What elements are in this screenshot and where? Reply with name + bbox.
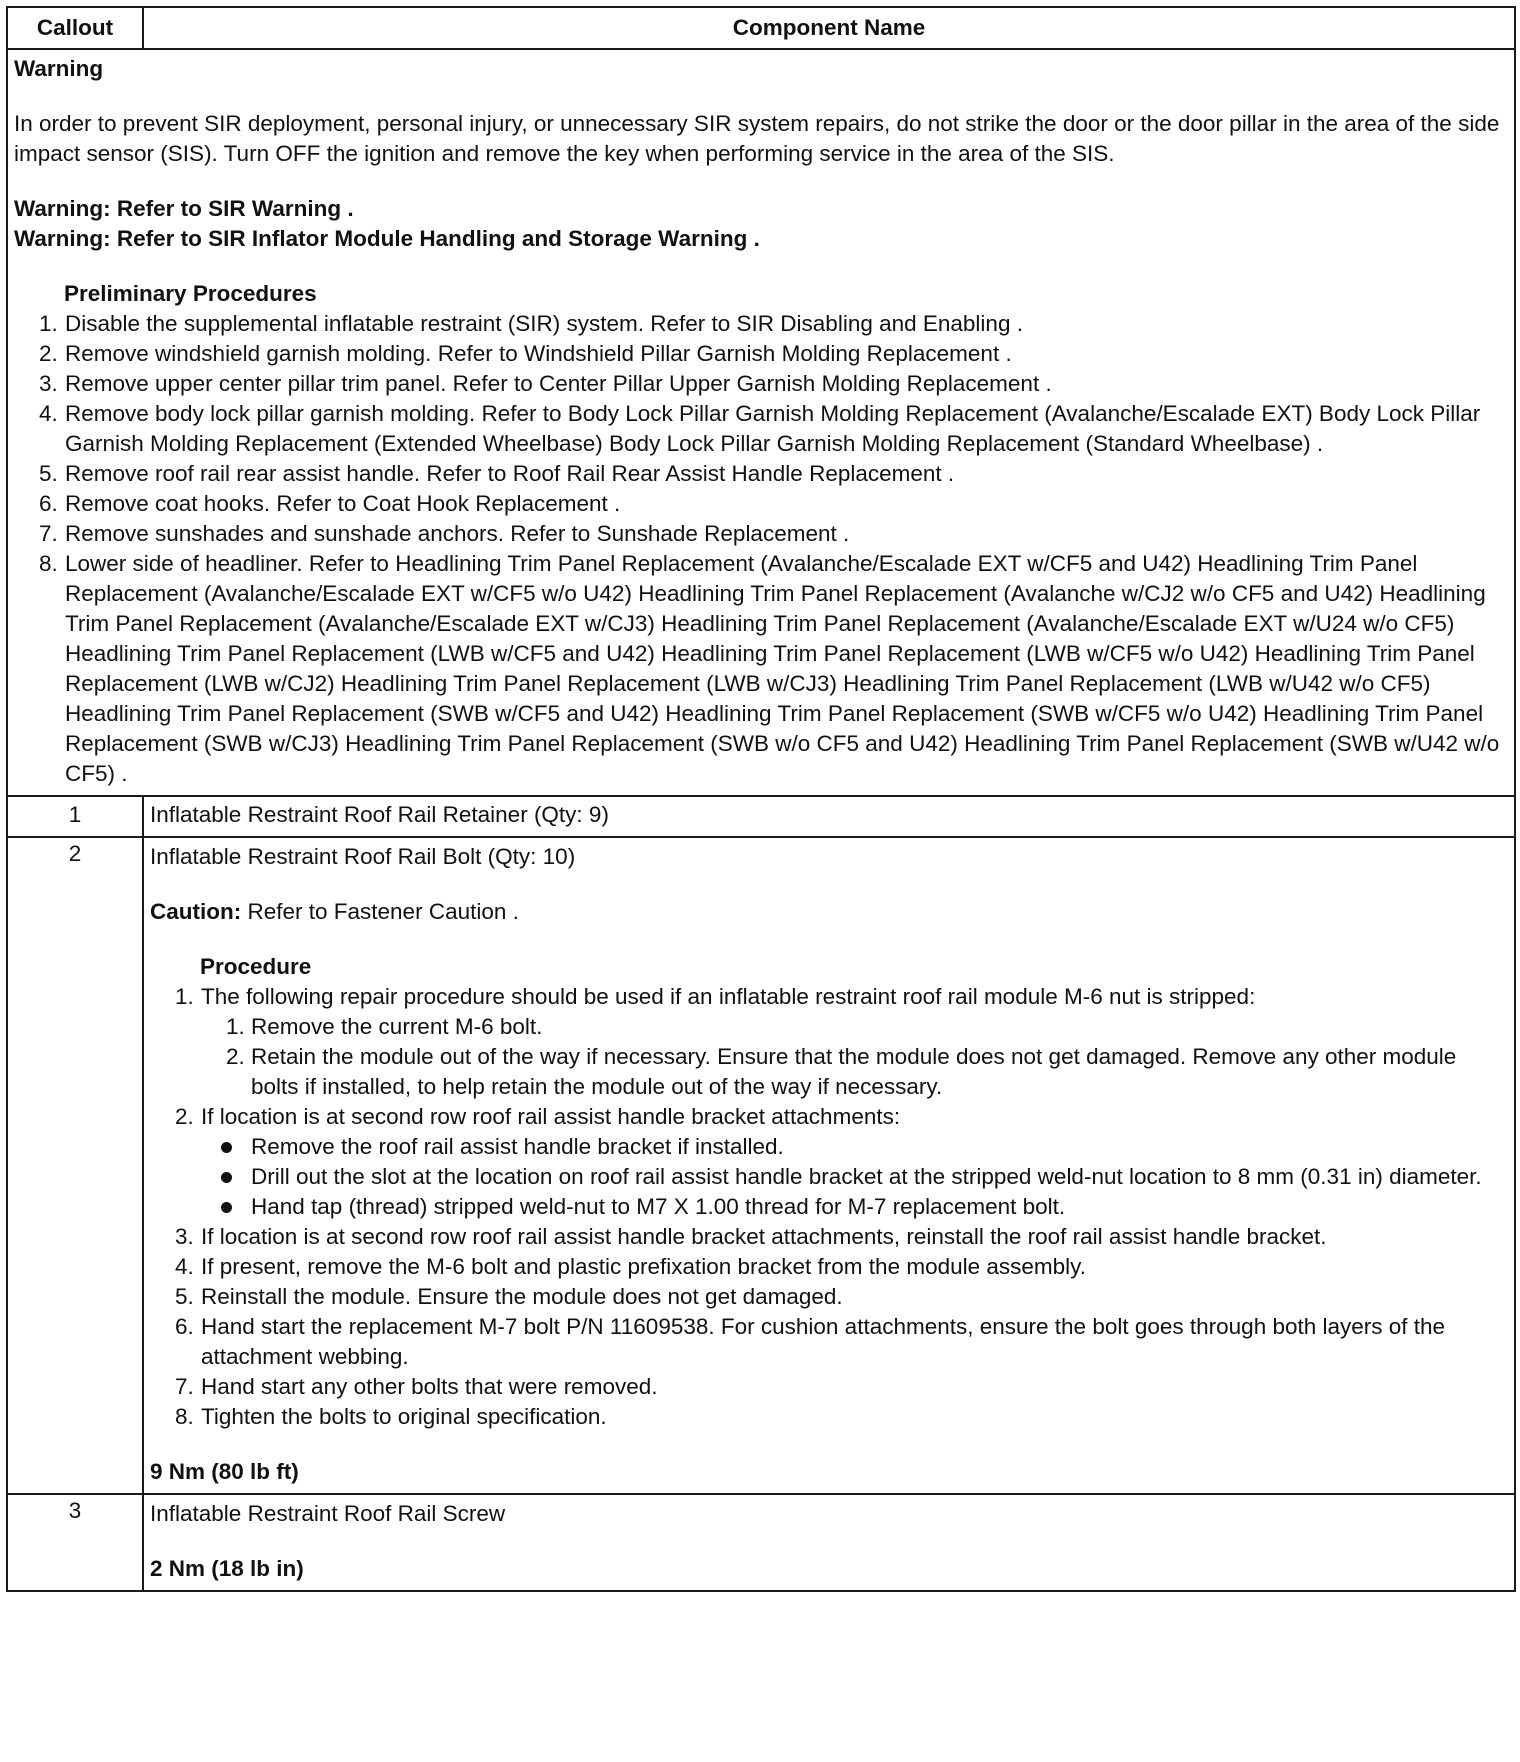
procedure-bullet [251,1192,1508,1222]
bullet-icon [221,1202,232,1213]
preliminary-step: 7. Remove sunshades and sunshade anchors. Refer to Sunshade Replacement . [64,519,1508,549]
caution-text: Refer to Fastener Caution . [241,899,519,924]
warning-text: In order to prevent SIR deployment, personal injury, or unnecessary SIR system repairs, do not strike the door or the door pillar in the area of the side impact sensor (SIS). Turn OFF the ignition and remove the key when performing service in the area of the SIS. [14,111,1500,166]
callout-cell: 1 [7,796,143,837]
component-name-cell: Inflatable Restraint Roof Rail Retainer (Qty: 9) [143,796,1515,837]
bullet-text: Hand tap (thread) stripped weld-nut to M7 X 1.00 thread for M-7 replacement bolt. [251,1194,1066,1219]
procedure-step: 5. Reinstall the module. Ensure the module does not get damaged. [200,1282,1508,1312]
procedure-bullets [201,1132,1508,1222]
preliminary-steps [14,309,1508,789]
component-name: Inflatable Restraint Roof Rail Bolt (Qty: 10) [150,844,576,869]
preliminary-step: 8. Lower side of headliner. Refer to Headlining Trim Panel Replacement (Avalanche/Escalade EXT w/CF5 and U42) Headlining Trim Panel Replacement (Avalanche/Escalade EXT w/CF5 w/o U42) Headlining Trim Panel Replacement (Avalanche w/CJ2 w/o CF5 and U42) Headlining Trim Panel Replacement (Avalanche/Escalade EXT w/CJ3) Headlining Trim Panel Replacement (Avalanche/Escalade EXT w/U24 w/o CF5) Headlining Trim Panel Replacement (LWB w/CF5 and U42) Headlining Trim Panel Replacement (LWB w/CF5 w/o U42) Headlining Trim Panel Replacement (LWB w/CJ2) Headlining Trim Panel Replacement (LWB w/CJ3) Headlining Trim Panel Replacement (LWB w/U42 w/o CF5) Headlining Trim Panel Replacement (SWB w/CF5 and U42) Headlining Trim Panel Replacement (SWB w/CF5 w/o U42) Headlining Trim Panel Replacement (SWB w/CJ3) Headlining Trim Panel Replacement (SWB w/o CF5 and U42) Headlining Trim Panel Replacement (SWB w/U42 w/o CF5) . [64,549,1508,789]
preliminary-step: 4. Remove body lock pillar garnish molding. Refer to Body Lock Pillar Garnish Molding Replacement (Avalanche/Escalade EXT) Body Lock Pillar Garnish Molding Replacement (Extended Wheelbase) Body Lock Pillar Garnish Molding Replacement (Standard Wheelbase) . [64,399,1508,459]
procedure-step: 7. Hand start any other bolts that were removed. [200,1372,1508,1402]
bullet-icon [221,1172,232,1183]
torque-spec: 9 Nm (80 lb ft) [150,1459,299,1484]
warning-title: Warning [14,56,104,81]
caution-line [150,897,1508,927]
procedure-step-text: The following repair procedure should be used if an inflatable restraint roof rail module M-6 nut is stripped: [201,984,1256,1009]
sir-inflator-warning-link: Warning: Refer to SIR Inflator Module Handling and Storage Warning . [14,226,760,251]
callout-cell: 2 [7,837,143,1494]
torque-spec: 2 Nm (18 lb in) [150,1556,304,1581]
procedure-step: 3. If location is at second row roof rail assist handle bracket attachments, reinstall the roof rail assist handle bracket. [200,1222,1508,1252]
table-row [7,1494,1515,1591]
component-detail-cell [143,1494,1515,1591]
bullet-text: Remove the roof rail assist handle bracket if installed. [251,1134,784,1159]
procedure-step [200,1102,1508,1222]
procedure-step: 8. Tighten the bolts to original specification. [200,1402,1508,1432]
caution-label: Caution: [150,899,242,924]
table-row [7,837,1515,1494]
component-detail-cell [143,837,1515,1494]
procedure-substep: 2. Retain the module out of the way if necessary. Ensure that the module does not get damaged. Remove any other module bolts if installed, to help retain the module out of the way if necessary. [251,1042,1508,1102]
procedure-step-text: If location is at second row roof rail assist handle bracket attachments: [201,1104,901,1129]
table-header-row [7,7,1515,49]
table-row [7,796,1515,837]
sir-warning-link: Warning: Refer to SIR Warning . [14,196,354,221]
warning-row [7,49,1515,796]
bullet-text: Drill out the slot at the location on roof rail assist handle bracket at the stripped weld-nut location to 8 mm (0.31 in) diameter. [251,1164,1482,1189]
procedure-bullet [251,1162,1508,1192]
header-callout: Callout [7,7,143,49]
preliminary-step: 2. Remove windshield garnish molding. Refer to Windshield Pillar Garnish Molding Replacement . [64,339,1508,369]
procedure-step: 4. If present, remove the M-6 bolt and plastic prefixation bracket from the module assembly. [200,1252,1508,1282]
callout-cell: 3 [7,1494,143,1591]
preliminary-procedures-title: Preliminary Procedures [64,281,317,306]
component-name: Inflatable Restraint Roof Rail Screw [150,1501,506,1526]
procedure-substeps [201,1012,1508,1102]
bullet-icon [221,1142,232,1153]
procedure-steps [150,982,1508,1432]
preliminary-step: 3. Remove upper center pillar trim panel. Refer to Center Pillar Upper Garnish Molding Replacement . [64,369,1508,399]
procedure-title: Procedure [200,954,312,979]
preliminary-step: 5. Remove roof rail rear assist handle. Refer to Roof Rail Rear Assist Handle Replacement . [64,459,1508,489]
component-table [6,6,1516,1592]
procedure-step: 6. Hand start the replacement M-7 bolt P/N 11609538. For cushion attachments, ensure the bolt goes through both layers of the attachment webbing. [200,1312,1508,1372]
procedure-bullet [251,1132,1508,1162]
procedure-substep: 1. Remove the current M-6 bolt. [251,1012,1508,1042]
preliminary-step: 1. Disable the supplemental inflatable restraint (SIR) system. Refer to SIR Disabling and Enabling . [64,309,1508,339]
procedure-step [200,982,1508,1102]
header-component-name: Component Name [143,7,1515,49]
warning-block [7,49,1515,796]
preliminary-step: 6. Remove coat hooks. Refer to Coat Hook Replacement . [64,489,1508,519]
